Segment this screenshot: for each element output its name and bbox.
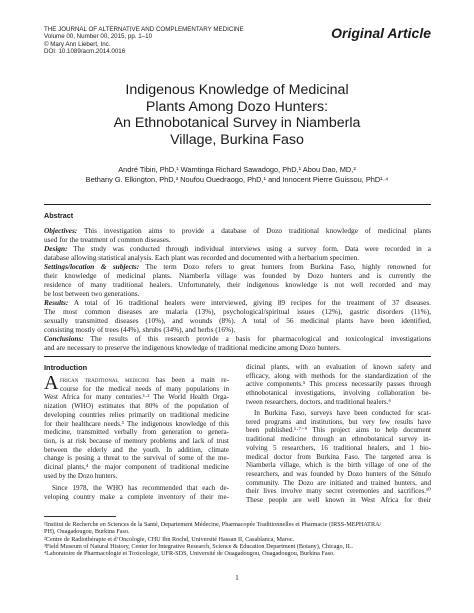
abstract-settings-line-3: residence of many traditional healers. Unfortunately, their indigenous knowledge is not well recorded and may [44,280,431,289]
intro-left-line-10: change is posing a threat to the survival of some of the me- [44,454,229,463]
intro-right-line-3: active components.⁵ This process necessarily passes through [246,380,431,389]
intro-right-line-2: efficacy, along with methods for the standardization of the [246,371,431,380]
intro-left-line-2: course for the medical needs of many populations in [60,384,229,393]
abstract-results-line-4: consisting mostly of trees (44%), shrubs (34%), and herbs (16%). [44,325,236,334]
abstract-heading: Abstract [44,211,74,220]
intro-left-para2-line-2: veloping country make a complete inventory of their me- [44,492,229,501]
intro-left-line-1: frican traditional medicine has been a main re- [60,376,229,384]
intro-right-para2-line-9: community. The Dozo are initiated and trained hunters, and [246,478,431,487]
article-title-line-2: Plants Among Dozo Hunters: [145,98,329,115]
intro-right-para2-line-6: medical doctor from Burkina Faso. The targeted area is [246,452,431,461]
journal-copyright: © Mary Ann Liebert, Inc. [44,40,111,48]
introduction-heading: Introduction [44,363,88,372]
intro-left-line-7: medicine, transmitted verbally from generation to genera- [44,428,229,437]
abstract-results-line-2: The most common diseases are malaria (13%), psychological/spiritual issues (12%), gastric disorders (11%), [44,307,431,316]
footnote-affiliation-1-cont: PH), Ouagadougou, Burkina Faso. [44,528,130,536]
footnote-affiliation-4: ⁴Laboratoire de Pharmacologie et Toxicologie, UFR-SDS, Université de Ouagadougou, Ouagadougou, Burkina Faso. [44,550,335,558]
intro-left-line-12: used by the Dozo hunters. [44,471,118,480]
article-title-line-3: An Ethnobotanical Survey in Niamberla [113,115,361,132]
abstract-results-line-3: sexually transmitted diseases (10%), and wounds (8%). A total of 56 medicinal plants have been identified, [44,316,431,325]
abstract-bottom-rule [44,356,431,357]
intro-left-line-11: dicinal plants,⁴ the major component of traditional medicine [44,463,229,471]
journal-name: THE JOURNAL OF ALTERNATIVE AND COMPLEMENTARY MEDICINE [44,26,244,33]
intro-left-line-4: nization (WHO) estimates that 80% of the population of [44,402,229,411]
intro-right-para2-line-11: These people are well known in West Africa for their [246,496,431,504]
intro-right-line-5: tween researchers, doctors, and traditional healers.⁶ [246,397,391,406]
footnote-affiliation-3: ³Field Museum of Natural History, Center for Integrative Research, Science & Education Department (Botany), Chicago, IL. [44,542,354,550]
abstract-top-rule [44,204,431,205]
intro-right-para2-line-2: tered programs and institutions, but very few results have [246,417,431,426]
journal-volume: Volume 00, Number 00, 2015, pp. 1–10 [44,33,153,41]
intro-right-para2-line-3: been published.¹·⁷⁻⁹ This project aims to help document [246,426,431,435]
author-list-line-2: Bethany G. Elkington, PhD,³ Noufou Ouedraogo, PhD,¹ and Innocent Pierre Guissou, PhD¹·⁴ [85,175,389,184]
abstract-design-label: Design: [44,244,68,253]
article-type-label: Original Article [331,25,431,41]
page-number: 1 [235,573,239,582]
article-title-line-4: Village, Burkina Faso [170,131,304,148]
abstract-settings-line-4: be lost between two generations. [44,289,140,298]
abstract-design-line-1: Design: The study was conducted through individual interviews using a survey form. Data were recorded in a [44,244,431,253]
intro-right-line-1: dicinal plants, with an evaluation of known safety and [246,363,431,371]
intro-right-para2-line-10: their lives involve many secret ceremonies and sacrifices.¹⁰ [246,487,431,496]
intro-right-para2-line-7: Niamberla village, which is the birth village of one of the [246,461,431,470]
intro-left-line-9: between the elderly and the youth. In addition, climate [44,445,229,454]
intro-left-line-5: developing countries relies primarily on traditional medicine [44,410,229,419]
intro-left-para2-line-1: Since 1978, the WHO has recommended that each de- [52,484,229,492]
intro-right-line-4: ethnobotanical investigations, involving collaboration be- [246,389,431,398]
footnote-affiliation-1: ¹Institut de Recherche en Sciences de la Santé, Departement Médecine, Pharmacopée Traditionnelles et Pharmacie (IRSS-MEPHATRA/ [44,521,382,528]
abstract-settings-line-1: Settings/location & subjects: The term Dozo refers to great hunters from Burkina Faso, highly renowned for [44,262,431,271]
drop-cap: A [44,372,59,394]
abstract-objectives-line-1: Objectives: This investigation aims to provide a database of Dozo traditional knowledge of medicinal plants [44,226,431,235]
abstract-objectives-label: Objectives: [44,226,78,235]
intro-right-para2-line-4: traditional medicine through an ethnobotanical survey in- [246,435,431,444]
footnote-rule [44,516,116,517]
article-title-line-1: Indigenous Knowledge of Medicinal [125,82,349,98]
abstract-results-label: Results: [44,298,69,307]
abstract-conclusions-label: Conclusions: [44,334,84,343]
footnote-affiliation-2: ²Centre de Radiothérapie et d’Oncologie, CHU Ibn Rochd, Université Hassan II, Casablanca, Maroc. [44,535,295,543]
journal-doi[interactable]: DOI: 10.1089/acm.2014.0016 [44,48,126,56]
intro-left-line-8: tion, is at risk because of memory problems and lack of trust [44,436,229,445]
intro-right-para2-line-5: volving 5 researchers, 16 traditional healers, and 1 bio- [246,443,431,452]
abstract-settings-label: Settings/location & subjects: [44,262,140,271]
abstract-objectives-line-2: used for the treatment of common diseases. [44,235,171,244]
abstract-conclusions-line-1: Conclusions: The results of this research provide a basis for pharmacological and toxicological investigations [44,334,431,343]
intro-left-line-6: for their healthcare needs.³ The indigenous knowledge of this [44,419,229,428]
abstract-design-line-2: database allowing statistical analysis. Each plant was recorded and documented with a herbarium specimen. [44,253,360,262]
intro-right-para2-line-1: In Burkina Faso, surveys have been conducted for scat- [254,409,431,417]
intro-left-line-3: West Africa for many centuries.¹·² The World Health Orga- [44,393,229,402]
intro-right-para2-line-8: researchers, and was founded by Dozo hunters of the Sénufo [246,469,431,478]
author-list-line-1: André Tibiri, PhD,¹ Wamtinga Richard Sawadogo, PhD,¹ Abou Dao, MD,² [118,165,356,174]
abstract-settings-line-2: their knowledge of medicinal plants. Niamberla village was founded by Dozo hunters and is currently the [44,271,431,280]
abstract-results-line-1: Results: A total of 16 traditional healers were interviewed, giving 89 recipes for the treatment of 37 diseases. [44,298,431,307]
abstract-conclusions-line-2: and are necessary to preserve the indigenous knowledge of traditional medicine among Dozo hunters. [44,343,341,352]
